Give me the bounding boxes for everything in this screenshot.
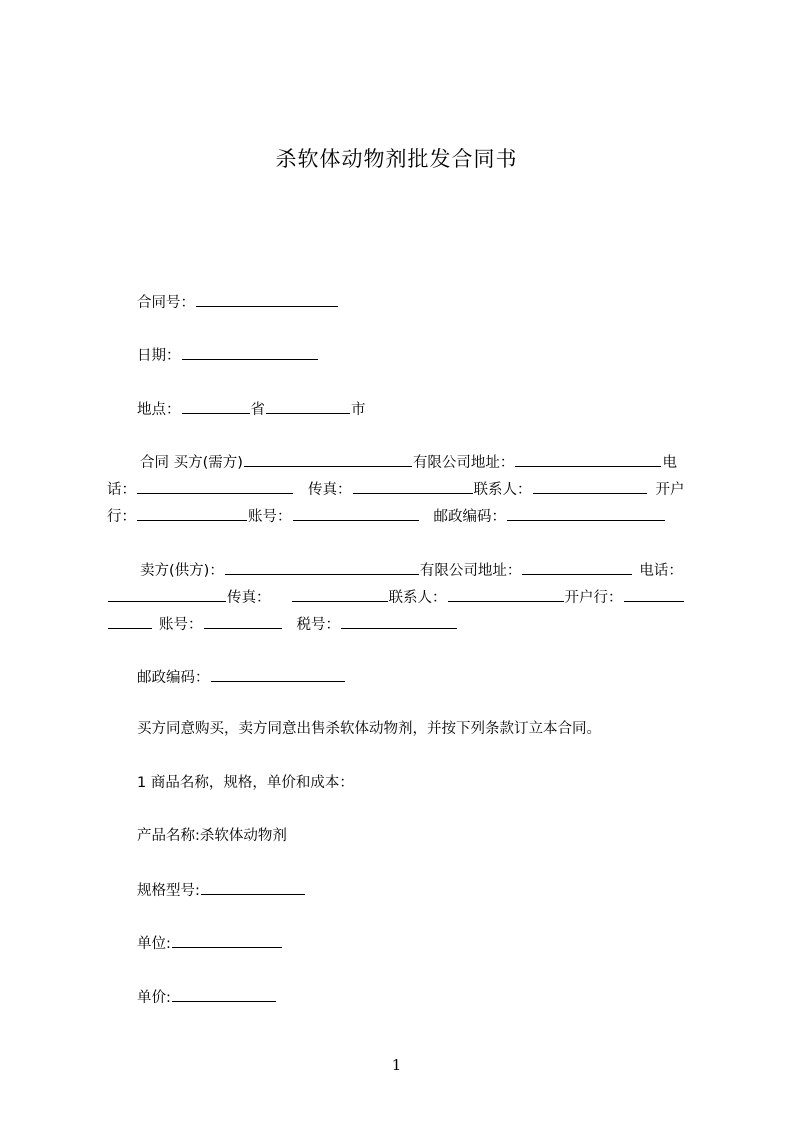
seller-line-2	[107, 587, 685, 607]
buyer-line-3	[107, 506, 666, 526]
seller-account-blank[interactable]	[204, 614, 282, 629]
seller-phone-blank[interactable]	[108, 587, 226, 602]
buyer-contact-label: 联系人：	[473, 482, 532, 498]
price-blank[interactable]	[172, 987, 276, 1002]
unit-label: 单位:	[137, 936, 171, 952]
buyer-line-2	[107, 479, 685, 499]
seller-address-label: 有限公司地址：	[419, 563, 522, 579]
seller-bank-label: 开户行：	[564, 590, 623, 606]
document-title: 杀软体动物剂批发合同书	[275, 147, 518, 171]
province-text: 省	[250, 402, 265, 418]
seller-contact-label: 联系人：	[388, 590, 447, 606]
date-label: 日期：	[137, 348, 181, 364]
seller-fax-blank[interactable]	[292, 587, 388, 602]
seller-tax-label: 税号：	[296, 617, 340, 633]
price-label: 单价:	[137, 990, 171, 1006]
buyer-phone-label-tail: 电	[662, 455, 677, 471]
contract-number-blank[interactable]	[196, 292, 338, 307]
contract-number-label: 合同号：	[137, 295, 195, 311]
date-line	[137, 345, 319, 365]
buyer-line-1	[140, 452, 677, 472]
buyer-fax-blank[interactable]	[353, 479, 473, 494]
buyer-postcode-label: 邮政编码：	[433, 509, 506, 525]
seller-address-blank[interactable]	[522, 560, 632, 575]
buyer-account-blank[interactable]	[293, 506, 419, 521]
unit-line	[137, 933, 283, 953]
buyer-address-label: 有限公司地址：	[412, 455, 515, 471]
buyer-bank-label-head: 行：	[107, 509, 136, 525]
seller-bank-blank[interactable]	[624, 587, 684, 602]
seller-contact-blank[interactable]	[448, 587, 564, 602]
unit-blank[interactable]	[172, 933, 282, 948]
buyer-fax-label: 传真：	[308, 482, 352, 498]
seller-postcode-label: 邮政编码：	[137, 670, 210, 686]
spec-label: 规格型号:	[137, 883, 200, 899]
contract-number-line	[137, 292, 339, 312]
seller-line-3	[107, 614, 458, 634]
place-label: 地点：	[137, 402, 181, 418]
place-line	[137, 399, 366, 419]
seller-tax-blank[interactable]	[341, 614, 457, 629]
buyer-name-blank[interactable]	[244, 452, 412, 467]
agreement-text: 买方同意购买，卖方同意出售杀软体动物剂，并按下列条款订立本合同。	[137, 721, 601, 737]
seller-fax-label: 传真：	[227, 590, 271, 606]
buyer-address-blank[interactable]	[515, 452, 661, 467]
buyer-prefix: 合同 买方(需方)	[140, 455, 243, 471]
province-blank[interactable]	[182, 399, 250, 414]
price-line	[137, 987, 277, 1007]
seller-prefix: 卖方(供方)：	[140, 563, 224, 579]
buyer-contact-blank[interactable]	[533, 479, 647, 494]
seller-postcode-line	[137, 667, 346, 687]
spec-blank[interactable]	[201, 880, 305, 895]
seller-account-label: 账号：	[159, 617, 203, 633]
clause-1-heading: 1 商品名称，规格，单价和成本：	[137, 775, 354, 791]
date-blank[interactable]	[182, 345, 318, 360]
buyer-bank-label-tail: 开户	[655, 482, 685, 498]
buyer-postcode-blank[interactable]	[507, 506, 665, 521]
city-text: 市	[351, 402, 366, 418]
seller-line-1	[140, 560, 683, 580]
seller-name-blank[interactable]	[225, 560, 419, 575]
buyer-bank-blank[interactable]	[137, 506, 247, 521]
buyer-account-label: 账号：	[248, 509, 292, 525]
seller-bank-blank-cont[interactable]	[108, 614, 152, 629]
seller-phone-label: 电话：	[639, 563, 683, 579]
seller-postcode-blank[interactable]	[211, 667, 345, 682]
buyer-phone-blank[interactable]	[137, 479, 293, 494]
buyer-phone-label-head: 话：	[107, 482, 136, 498]
product-name-line: 产品名称:杀软体动物剂	[137, 828, 287, 844]
page-number: 1	[391, 1056, 402, 1074]
spec-line	[137, 880, 306, 900]
city-blank[interactable]	[266, 399, 350, 414]
